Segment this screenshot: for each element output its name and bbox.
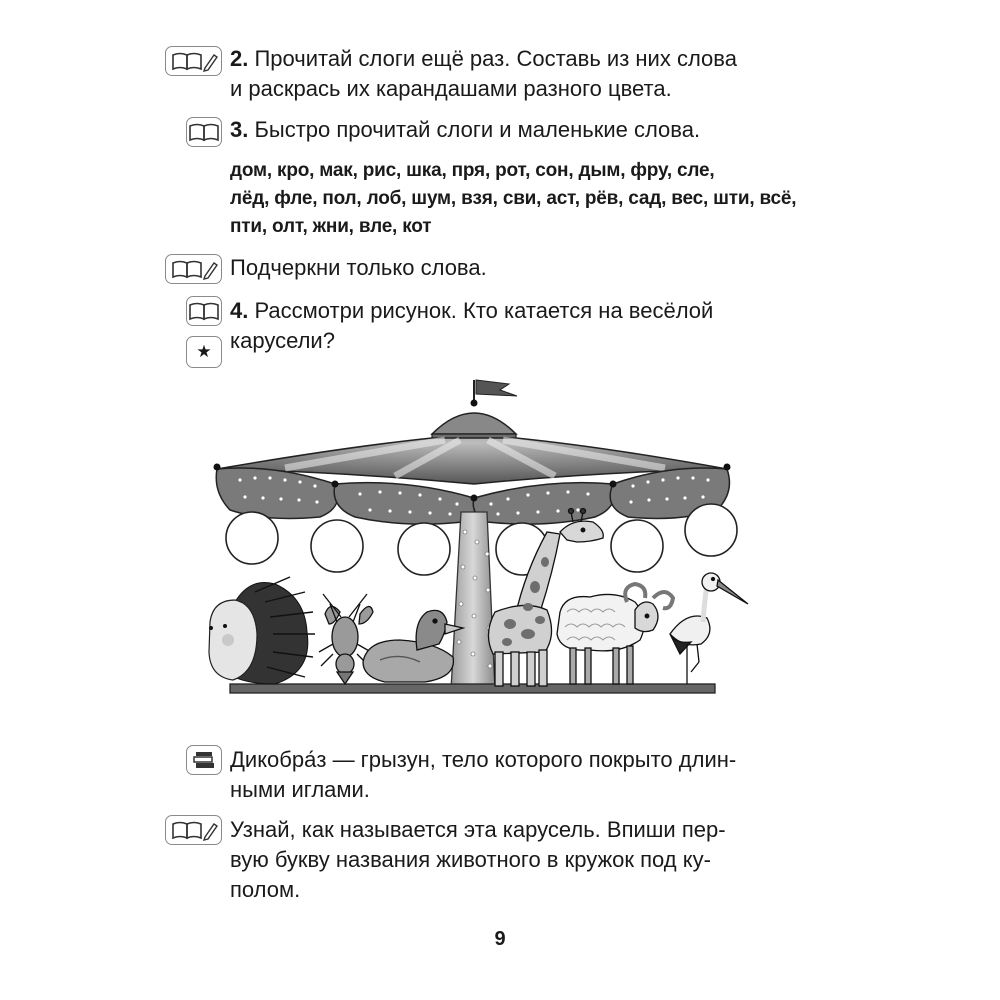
carousel-illustration [195,372,755,712]
letter-circle-6[interactable] [685,504,737,556]
porcupine [209,577,315,684]
syllables-line-2: лёд, фле, пол, лоб, шум, взя, сви, аст, рёв, сад, вес, шти, всё, [230,188,797,209]
book-icon [189,300,219,322]
page-number: 9 [494,928,506,950]
star-icon: ★ [196,342,212,361]
read-badge-task4 [186,296,222,326]
letter-circle-3[interactable] [398,523,450,575]
task3-number: 3. [230,117,249,142]
info-badge [186,745,222,775]
book-icon [189,121,219,143]
duck [363,610,463,682]
final-task-line2: вую букву названия животного в кружок под ку- [230,847,711,872]
stork [670,573,748,684]
flag-icon [471,380,518,407]
syllables-line-3: пти, олт, жни, вле, кот [230,216,432,237]
task3-line [230,115,700,145]
book-pencil-icon [170,819,218,841]
read-write-badge-underline [165,254,222,284]
task4-number: 4. [230,298,249,323]
letter-circle-2[interactable] [311,520,363,572]
book-pencil-icon [170,50,218,72]
letter-circle-5[interactable] [611,520,663,572]
final-task-line3: полом. [230,877,301,902]
task2-line1 [230,44,737,74]
letter-circle-1[interactable] [226,512,278,564]
read-write-badge-final [165,815,222,845]
ram [557,584,673,684]
info-note-line1: Дикобра́з — грызун, тело которого покрыто длин- [230,747,737,772]
task2-text1: Прочитай слоги ещё раз. Составь из них слова [254,46,737,71]
task4-line2: карусели? [230,328,335,353]
task3-text: Быстро прочитай слоги и маленькие слова. [254,117,701,142]
task2-number: 2. [230,46,249,71]
underline-task-text: Подчеркни только слова. [230,255,487,280]
book-pencil-icon [170,258,218,280]
books-stack-icon [191,749,217,771]
read-badge-task3 [186,117,222,147]
read-write-badge-task2 [165,46,222,76]
star-badge [186,336,222,368]
task4-line1 [230,296,713,326]
syllables-line-1: дом, кро, мак, рис, шка, пря, рот, сон, дым, фру, сле, [230,160,715,181]
task2-line2: и раскрась их карандашами разного цвета. [230,76,672,101]
carousel-base [230,684,715,693]
task4-text1: Рассмотри рисунок. Кто катается на весёлой [254,298,714,323]
info-note-line2: ными иглами. [230,777,370,802]
carousel-pole [451,512,495,690]
roof-top [432,413,516,434]
final-task-line1: Узнай, как называется эта карусель. Впиши пер- [230,817,726,842]
